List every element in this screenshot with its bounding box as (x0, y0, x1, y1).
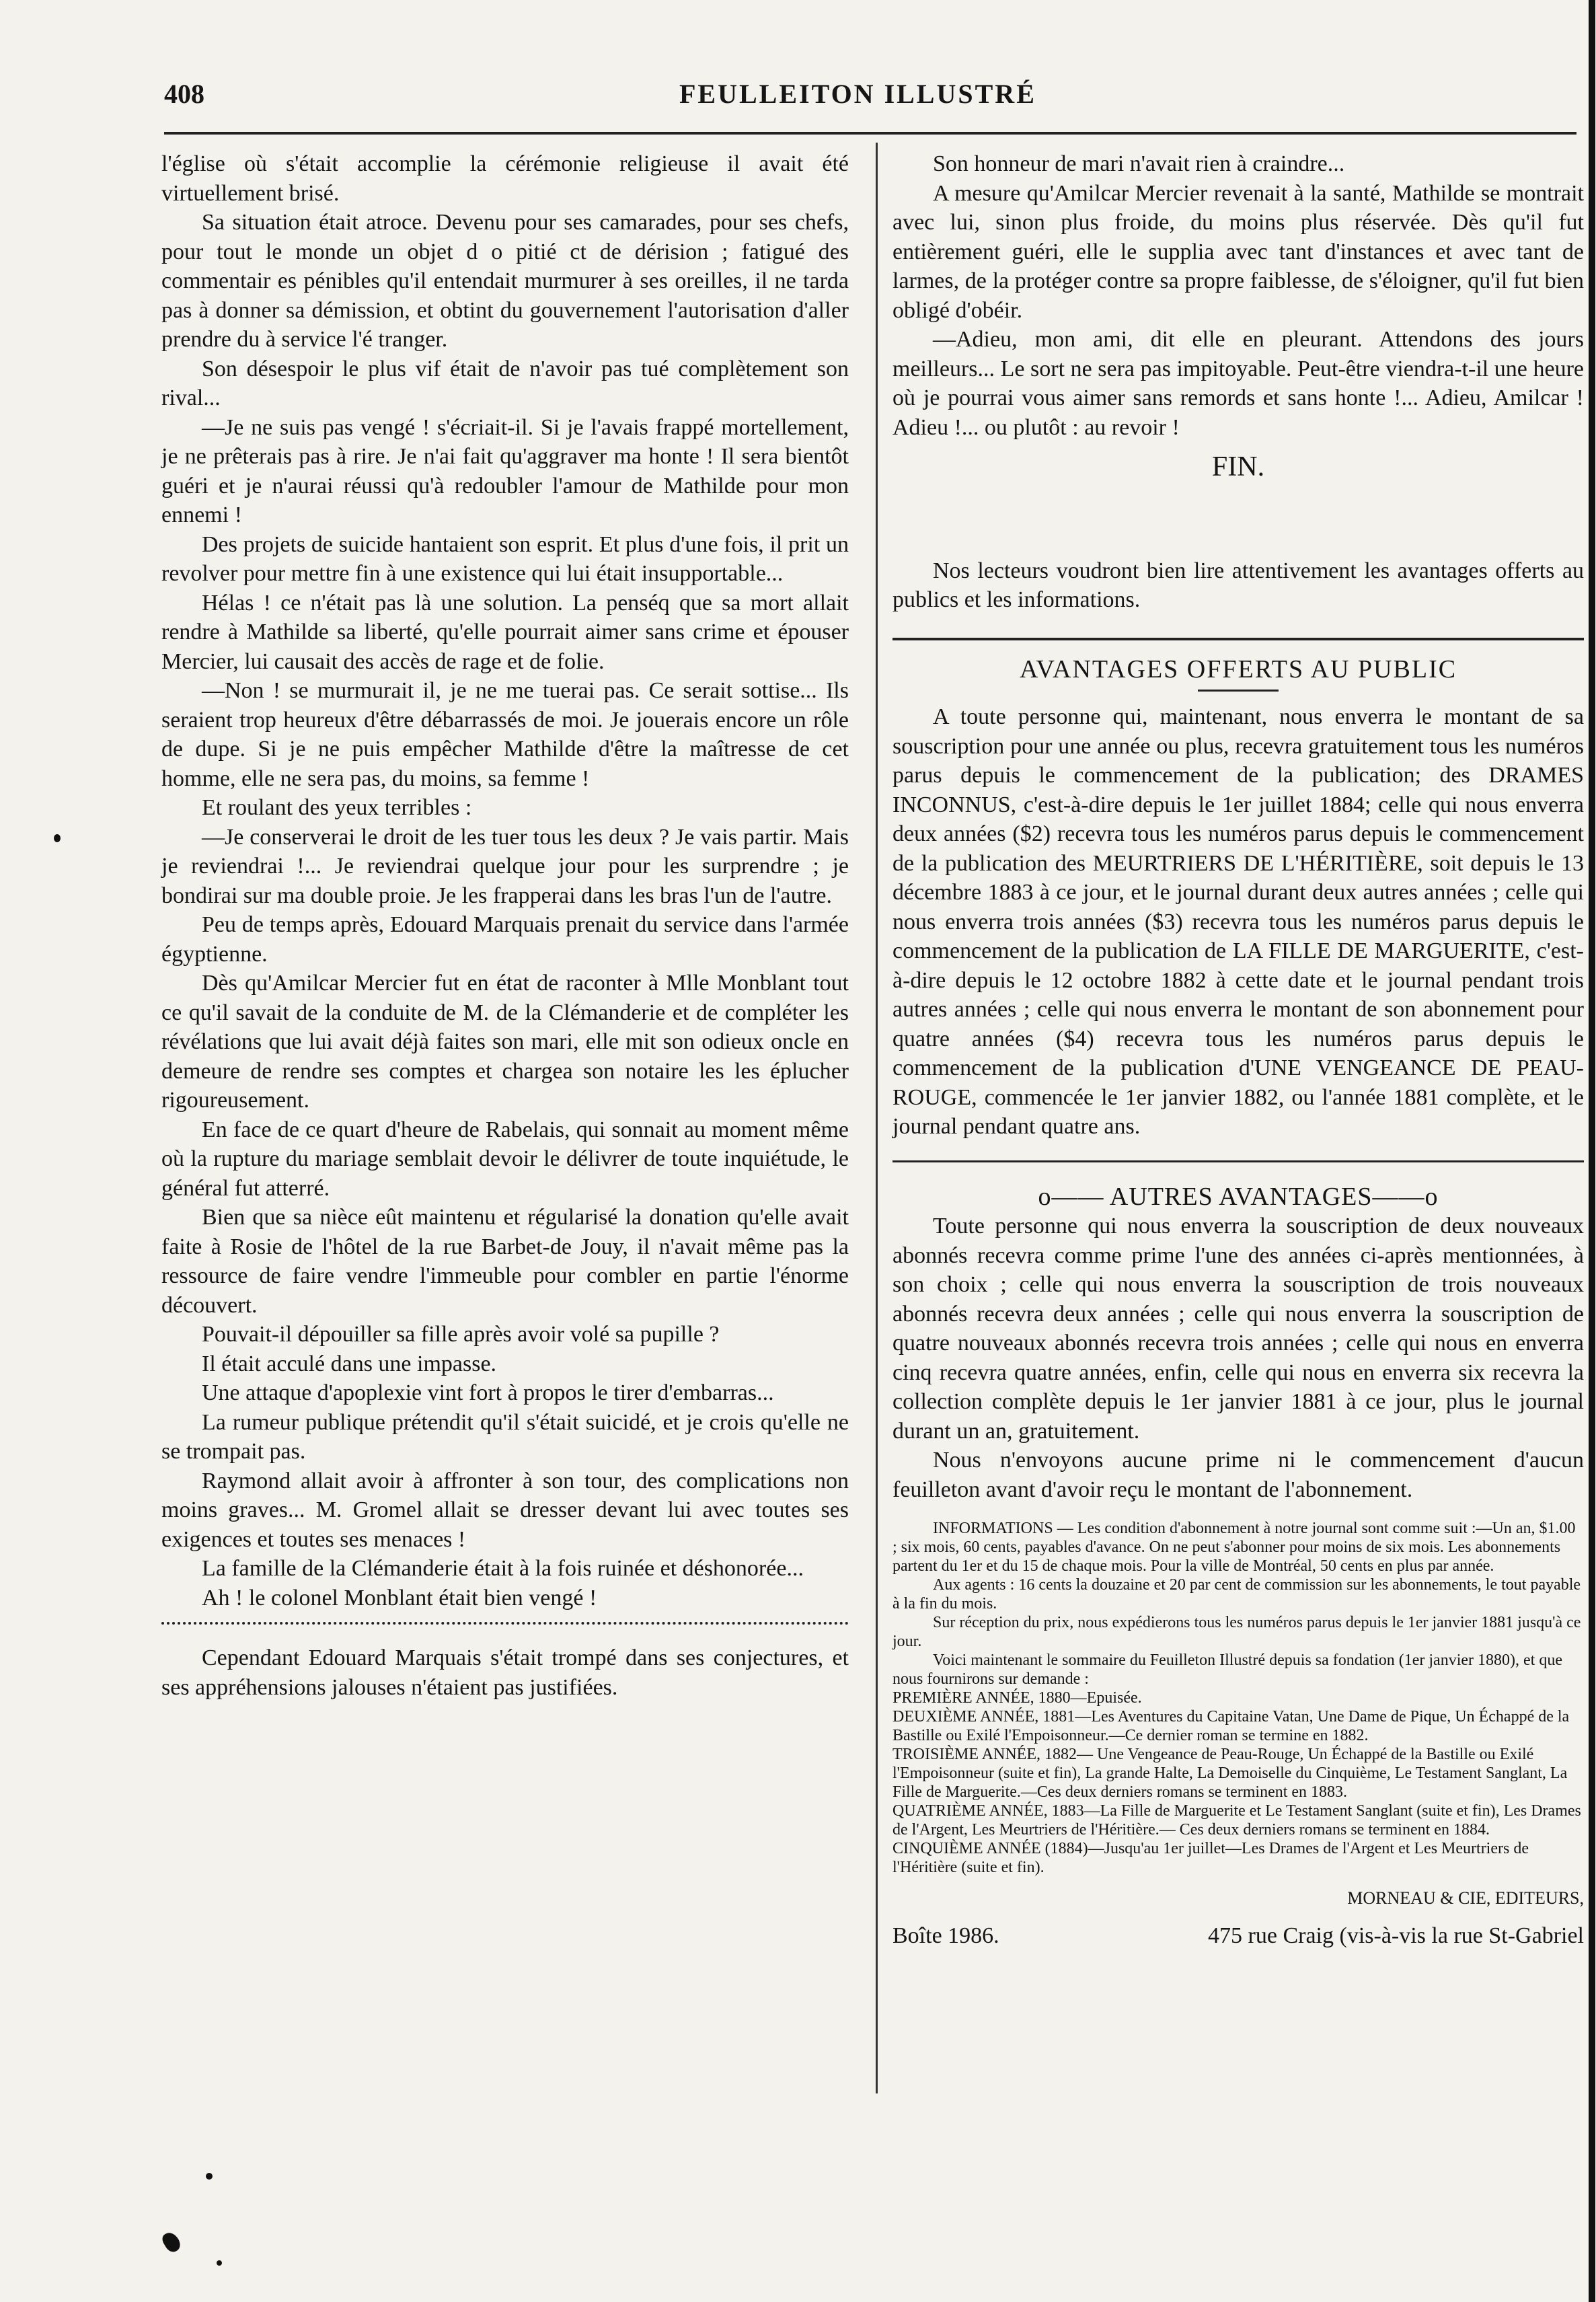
paragraph: Son désespoir le plus vif était de n'avoir pas tué complètement son rival... (161, 356, 849, 410)
column-divider (876, 143, 878, 2093)
paragraph: Ah ! le colonel Monblant était bien vengé ! (202, 1585, 597, 1610)
advantages-heading: AVANTAGES OFFERTS AU PUBLIC (1019, 655, 1457, 683)
paragraph: —Je ne suis pas vengé ! s'écriait-il. Si je l'avais frappé mortellement, je ne prêterais pas à rire. Je n'ai fait qu'aggraver ma honte ! Il sera bientôt guéri et je n'aurai réussi qu'à redoubler l'amour de Mathilde pour mon ennemi ! (161, 414, 849, 527)
notice: Nos lecteurs voudront bien lire attentivement les avantages offerts au publics et les informations. (892, 558, 1584, 612)
paragraph: Toute personne qui nous enverra la souscription de deux nouveaux abonnés recevra comme prime l'une des années ci-après mentionnées, à son choix ; celle qui nous enverra la souscription de trois nouveaux abonnés recevra deux années ; celle qui nous enverra la souscription de quatre nouveaux abonnés recevra trois années ; celle qui nous en enverra cinq recevra quatre années, enfin, celle qui nous en enverra six recevra la collection complète depuis le 1er janvier 1881 à ce jour, plus le journal durant un an, gratuitement. (892, 1214, 1584, 1444)
header-rule (164, 132, 1576, 135)
paragraph: Une attaque d'apoplexie vint fort à propos le tirer d'embarras... (202, 1380, 774, 1405)
paragraph: A mesure qu'Amilcar Mercier revenait à la santé, Mathilde se montrait avec lui, sinon plus froide, du moins plus réservée. Dès qu'il fut entièrement guéri, elle le supplia avec tant d'instances et avec tant de larmes, de la protéger contre sa propre faiblesse, de s'éloigner, qu'il fut bien obligé d'obéir. (892, 180, 1584, 323)
paragraph: Et roulant des yeux terribles : (202, 795, 472, 820)
paragraph: Raymond allait avoir à affronter à son tour, des complications non moins graves... M. Gromel allait se dresser devant lui avec toutes ses exigences et toutes ses menaces ! (161, 1468, 849, 1552)
street-address: 475 rue Craig (vis-à-vis la rue St-Gabriel (1208, 1923, 1584, 1948)
paragraph: Peu de temps après, Edouard Marquais prenait du service dans l'armée égyptienne. (161, 912, 849, 967)
mailbox: Boîte 1986. (892, 1923, 999, 1948)
paragraph: —Non ! se murmurait il, je ne me tuerai pas. Ce serait sottise... Ils seraient trop heureux d'être débarrassés de moi. Je jouerais encore un rôle de dupe. Si je ne puis empêcher Mathilde d'être la maîtresse de cet homme, elle ne sera pas, du moins, sa femme ! (161, 678, 849, 791)
info-line: Aux agents : 16 cents la douzaine et 20 par cent de commission sur les abonnements, le tout payable à la fin du mois. (892, 1576, 1581, 1612)
paragraph: Nous n'envoyons aucune prime ni le commencement d'aucun feuilleton avant d'avoir reçu le montant de l'abonnement. (892, 1448, 1584, 1502)
publisher-signature: MORNEAU & CIE, EDITEURS, (1347, 1888, 1584, 1908)
fin-mark: FIN. (1211, 451, 1265, 482)
info-line: TROISIÈME ANNÉE, 1882— Une Vengeance de Peau-Rouge, Un Échappé de la Bastille ou Exilé l'Empoisonneur (suite et fin), La grande Halte, La Demoiselle du Cinquième, Le Testament Sanglant, La Fille de Marguerite.—Ces deux derniers romans se terminent en 1883. (892, 1746, 1568, 1801)
paragraph: La famille de la Clémanderie était à la fois ruinée et déshonorée... (202, 1556, 804, 1581)
paragraph: Des projets de suicide hantaient son esprit. Et plus d'une fois, il prit un revolver pour mettre fin à une existence qui lui était insupportable... (161, 531, 849, 586)
info-line: DEUXIÈME ANNÉE, 1881—Les Aventures du Capitaine Vatan, Une Dame de Pique, Un Échappé de la Bastille ou Exilé l'Empoisonneur.—Ce dernier roman se termine en 1882. (892, 1708, 1570, 1744)
right-column (892, 149, 1584, 1950)
paragraph: —Adieu, mon ami, dit elle en pleurant. Attendons des jours meilleurs... Le sort ne sera pas impitoyable. Peut-être viendra-t-il une heure où je pourrai vous aimer sans remords et sans honte !... Adieu, Amilcar ! Adieu !... ou plutôt : au revoir ! (892, 327, 1584, 440)
info-line: CINQUIÈME ANNÉE (1884)—Jusqu'au 1er juillet—Les Drames de l'Argent et Les Meurtriers de l'Héritière (suite et fin). (892, 1840, 1529, 1876)
ink-dot (54, 834, 61, 842)
dotted-separator (161, 1622, 849, 1625)
paragraph: Hélas ! ce n'était pas là une solution. La penséq que sa mort allait rendre à Mathilde sa liberté, qu'elle pourrait aimer sans crime et épouser Mercier, lui causait des accès de rage et de folie. (161, 590, 849, 674)
page-edge-shadow (1589, 0, 1595, 2302)
left-column (161, 149, 849, 1702)
paragraph: —Je conserverai le droit de les tuer tous les deux ? Je vais partir. Mais je reviendrai !... Je reviendrai quelque jour pour les surprendre ; je bondirai sur ma double proie. Je les frapperai dans les bras l'un de l'autre. (161, 824, 849, 908)
paragraph: l'église où s'était accomplie la cérémonie religieuse il avait été virtuellement brisé. (161, 151, 849, 206)
ink-blot (160, 2230, 183, 2255)
paragraph: Dès qu'Amilcar Mercier fut en état de raconter à Mlle Monblant tout ce qu'il savait de la conduite de M. de la Clémanderie et de compléter les révélations que lui avait déjà faites son mari, elle mit son odieux oncle en demeure de rendre ses comptes et chargea son notaire les les éplucher rigoureusement. (161, 971, 849, 1113)
paragraph: Bien que sa nièce eût maintenu et régularisé la donation qu'elle avait faite à Rosie de l'hôtel de la rue Barbet-de Jouy, il n'avait même pas la ressource de faire vendre l'immeuble pour combler en partie l'énorme découvert. (161, 1205, 849, 1318)
info-line: QUATRIÈME ANNÉE, 1883—La Fille de Marguerite et Le Testament Sanglant (suite et fin), Les Drames de l'Argent, Les Meurtriers de l'Héritière.— Ces deux derniers romans se terminent en 1884. (892, 1802, 1581, 1839)
info-line: PREMIÈRE ANNÉE, 1880—Epuisée. (892, 1689, 1142, 1707)
info-line: Sur réception du prix, nous expédierons tous les numéros parus depuis le 1er janvier 1881 jusqu'à ce jour. (892, 1614, 1581, 1650)
section-rule (892, 1160, 1584, 1162)
info-line: INFORMATIONS — Les condition d'abonnement à notre journal sont comme suit :—Un an, $1.00 ; six mois, 60 cents, payables d'avance. On ne peut s'abonner pour moins de six mois. Les abonnements partent du 1er et du 15 de chaque mois. Pour la ville de Montréal, 50 cents en plus par année. (892, 1520, 1576, 1575)
ink-dot (217, 2260, 222, 2266)
info-line: Voici maintenant le sommaire du Feuilleton Illustré depuis sa fondation (1er janvier 1880), et que nous fournirons sur demande : (892, 1651, 1562, 1688)
advantages-text: A toute personne qui, maintenant, nous enverra le montant de sa souscription pour une année ou plus, recevra gratuitement tous les numéros parus depuis le commencement de la publication; des DRAMES INCONNUS, c'est-à-dire depuis le 1er juillet 1884; celle qui nous enverra deux années ($2) recevra tous les numéros parus depuis le commencement de la publication des MEURTRIERS DE L'HÉRITIÈRE, soit depuis le 13 décembre 1883 à ce jour, et le journal durant deux autres années ; celle qui nous enverra trois années ($3) recevra tous les numéros parus depuis le commencement de la publication de LA FILLE DE MARGUERITE, c'est-à-dire depuis le 12 octobre 1882 à cette date et le journal pendant trois autres années ; celle qui nous enverra le montant de son abonnement pour quatre années ($4) recevra tous les numéros parus depuis le commencement de la publication d'UNE VENGEANCE DE PEAU-ROUGE, commencée le 1er janvier 1882, ou l'année 1881 complète, et le journal pendant quatre ans. (892, 704, 1584, 1139)
running-title: FEULLEITON ILLUSTRÉ (679, 79, 1036, 109)
other-advantages-heading: o—— AUTRES AVANTAGES——o (1038, 1182, 1439, 1211)
paragraph: Son honneur de mari n'avait rien à craindre... (933, 151, 1345, 176)
page-number: 408 (164, 79, 204, 109)
paragraph: Sa situation était atroce. Devenu pour ses camarades, pour ses chefs, pour tout le monde un objet d o pitié ct de dérision ; fatigué des commentair es pénibles qu'il entendait murmurer à ses oreilles, il ne tarda pas à donner sa démission, et obtint du gouvernement l'autorisation d'aller prendre du à service l'é tranger. (161, 210, 849, 352)
ink-dot (206, 2173, 213, 2180)
paragraph: Il était acculé dans une impasse. (202, 1351, 497, 1376)
informations-block (892, 1519, 1584, 1877)
paragraph: Cependant Edouard Marquais s'était trompé dans ses conjectures, et ses appréhensions jalouses n'étaient pas justifiées. (161, 1645, 849, 1700)
paragraph: La rumeur publique prétendit qu'il s'était suicidé, et je crois qu'elle ne se trompait pas. (161, 1409, 849, 1464)
publisher-address (892, 1921, 1584, 1951)
section-rule (892, 638, 1584, 640)
paragraph: Pouvait-il dépouiller sa fille après avoir volé sa pupille ? (202, 1322, 720, 1347)
heading-dash (1198, 690, 1279, 692)
paragraph: En face de ce quart d'heure de Rabelais, qui sonnait au moment même où la rupture du mariage semblait devoir le délivrer de toute inquiétude, le général fut atterré. (161, 1117, 849, 1201)
